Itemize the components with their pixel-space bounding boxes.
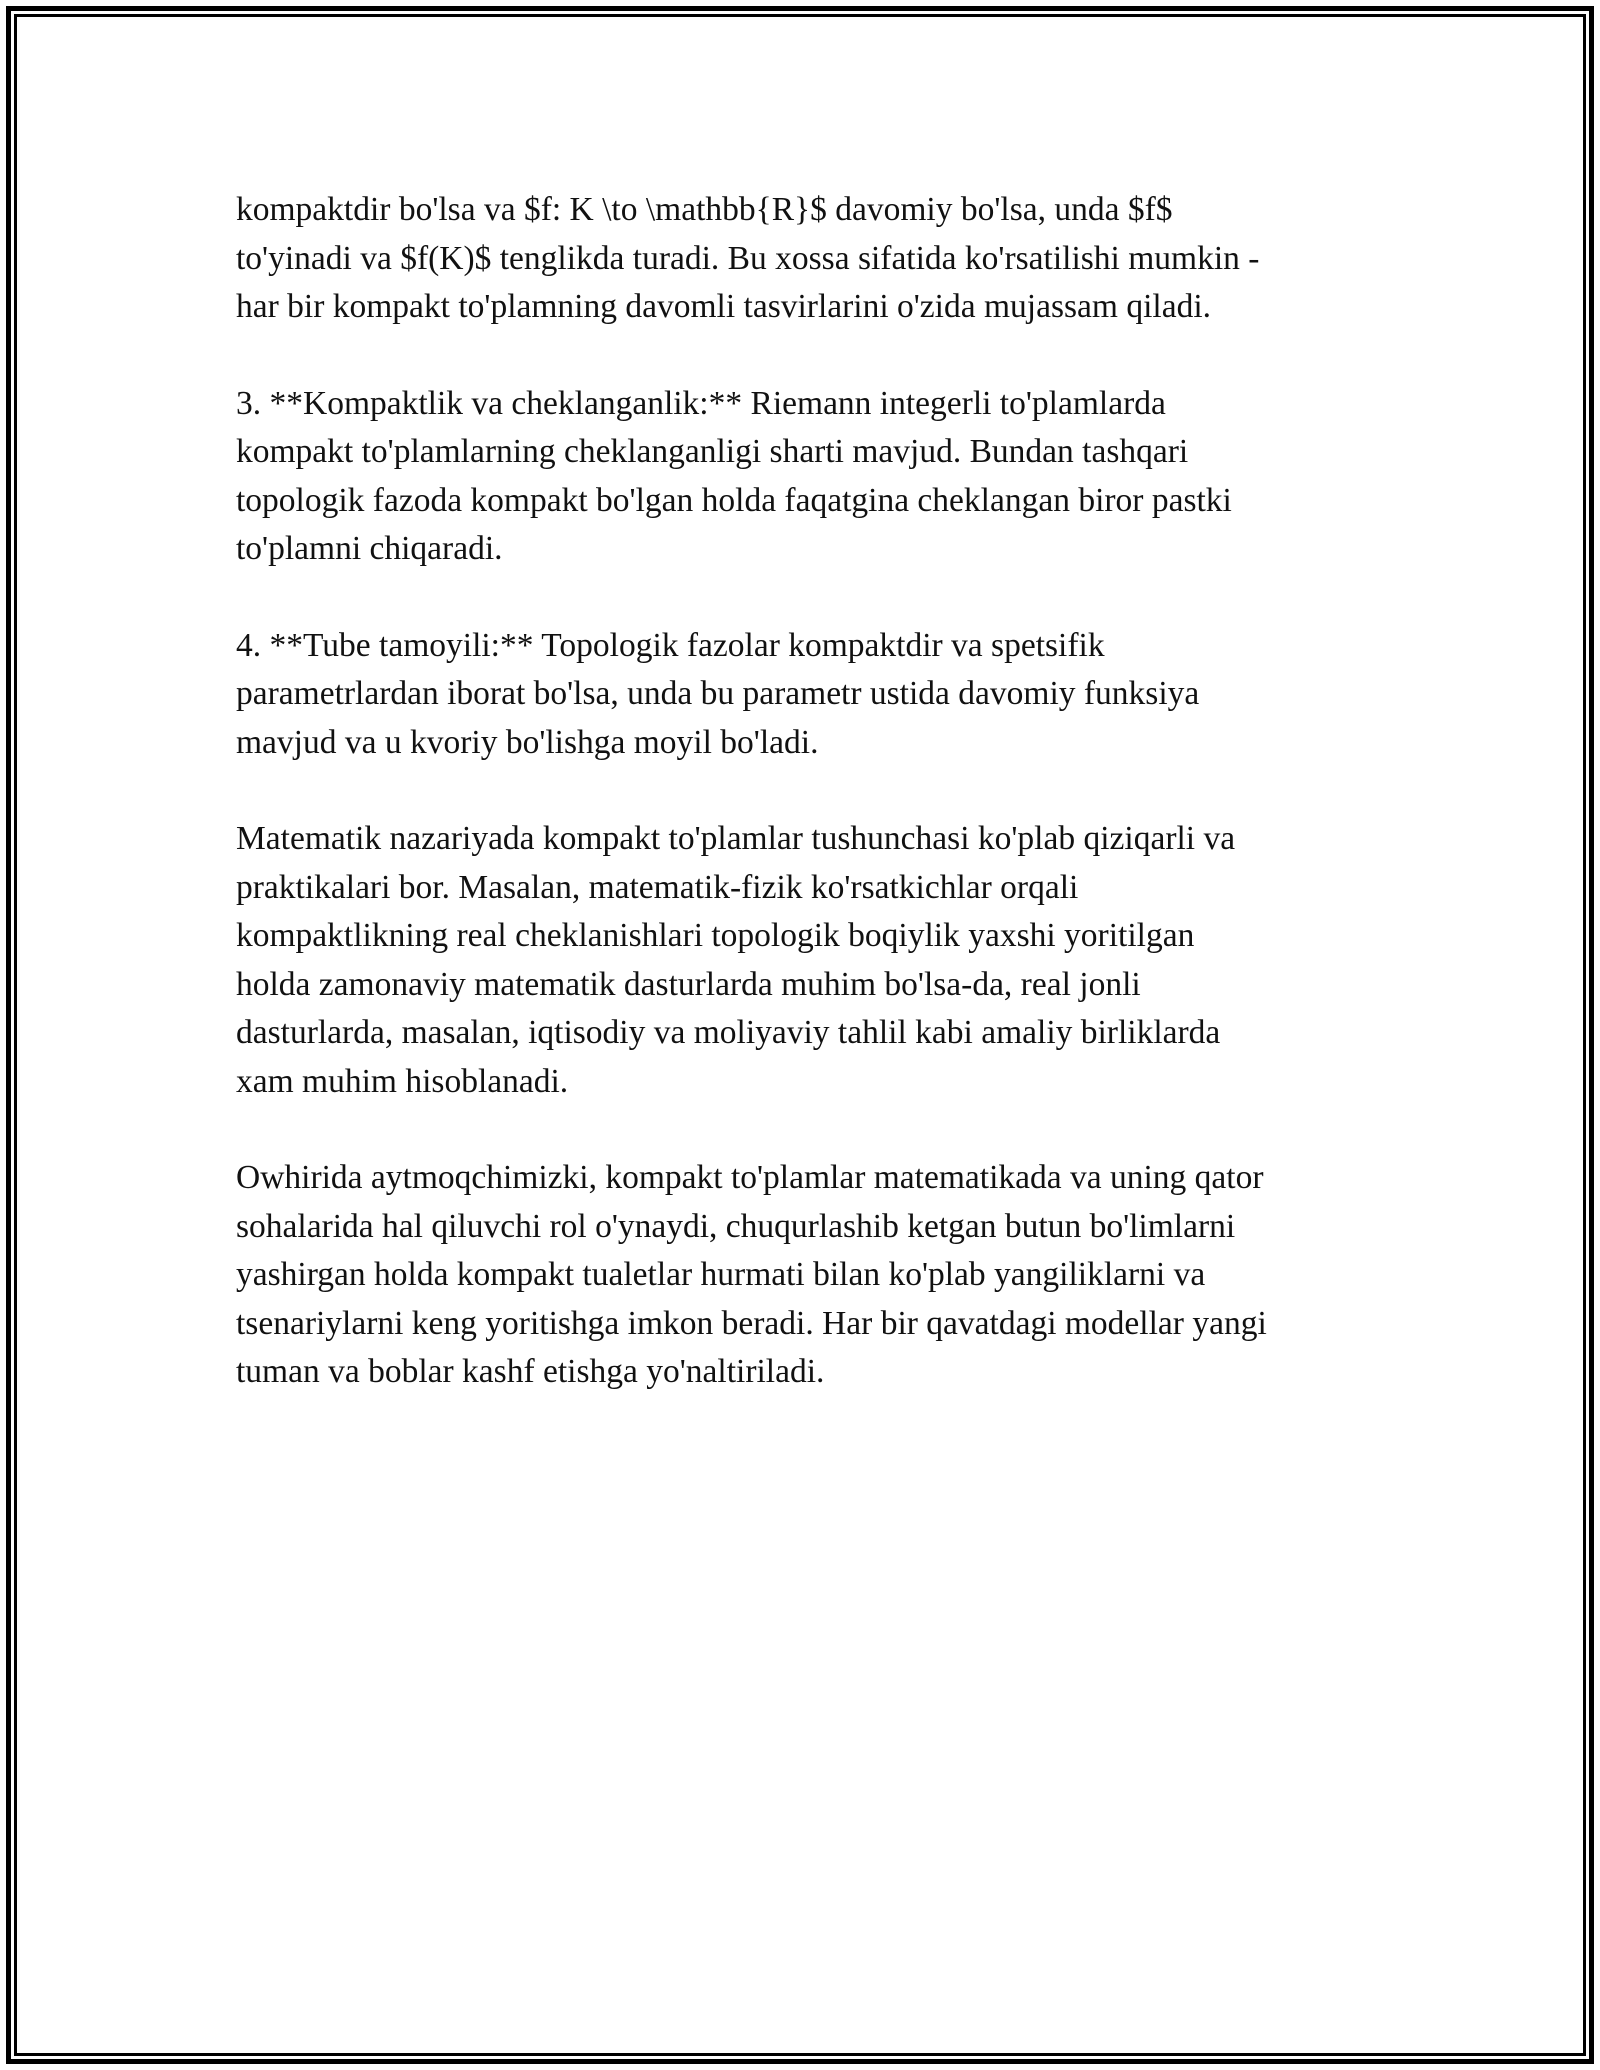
text-line: to'plamni chiqaradi. — [236, 530, 503, 567]
text-line: Matematik nazariyada kompakt to'plamlar tushunchasi ko'plab qiziqarli va — [236, 820, 1236, 857]
paragraph-applications — [236, 815, 1376, 1106]
paragraph-compact-image — [236, 186, 1376, 332]
text-line: kompakt to'plamlarning cheklanganligi sharti mavjud. Bundan tashqari — [236, 433, 1189, 470]
paragraph-compactness-boundedness — [236, 380, 1376, 574]
text-line: tsenariylarni keng yoritishga imkon beradi. Har bir qavatdagi modellar yangi — [236, 1304, 1267, 1342]
text-line: 3. **Kompaktlik va cheklanganlik:** Riemann integerli to'plamlarda — [236, 384, 1166, 422]
text-line: dasturlarda, masalan, iqtisodiy va moliyaviy tahlil kabi amaliy birliklarda — [236, 1014, 1221, 1051]
text-line: 4. **Tube tamoyili:** Topologik fazolar kompaktdir va spetsifik — [236, 626, 1105, 664]
text-line: topologik fazoda kompakt bo'lgan holda faqatgina cheklangan biror pastki — [236, 481, 1232, 519]
paragraph-tube-lemma — [236, 622, 1376, 768]
text-line: praktikalari bor. Masalan, matematik-fizik ko'rsatkichlar orqali — [236, 868, 1079, 906]
text-line: tuman va boblar kashf etishga yo'naltiriladi. — [236, 1353, 825, 1390]
text-line: kompaktdir bo'lsa va $f: K \to \mathbb{R}$ davomiy bo'lsa, unda $f$ — [236, 191, 1173, 228]
text-line: to'yinadi va $f(K)$ tenglikda turadi. Bu xossa sifatida ko'rsatilishi mumkin - — [236, 239, 1260, 277]
text-line: sohalarida hal qiluvchi rol o'ynaydi, chuqurlashib ketgan butun bo'limlarni — [236, 1207, 1236, 1245]
text-line: parametrlardan iborat bo'lsa, unda bu parametr ustida davomiy funksiya — [236, 675, 1200, 712]
text-line: Owhirida aytmoqchimizki, kompakt to'plamlar matematikada va uning qator — [236, 1159, 1264, 1196]
text-line: mavjud va u kvoriy bo'lishga moyil bo'ladi. — [236, 723, 819, 761]
text-line: kompaktlikning real cheklanishlari topologik boqiylik yaxshi yoritilgan — [236, 917, 1195, 954]
paragraph-conclusion — [236, 1154, 1376, 1397]
text-line: har bir kompakt to'plamning davomli tasvirlarini o'zida mujassam qiladi. — [236, 288, 1212, 325]
text-line: xam muhim hisoblanadi. — [236, 1062, 569, 1100]
text-line: holda zamonaviy matematik dasturlarda muhim bo'lsa-da, real jonli — [236, 965, 1141, 1003]
document-body — [236, 186, 1376, 1445]
text-line: yashirgan holda kompakt tualetlar hurmati bilan ko'plab yangiliklarni va — [236, 1256, 1206, 1293]
